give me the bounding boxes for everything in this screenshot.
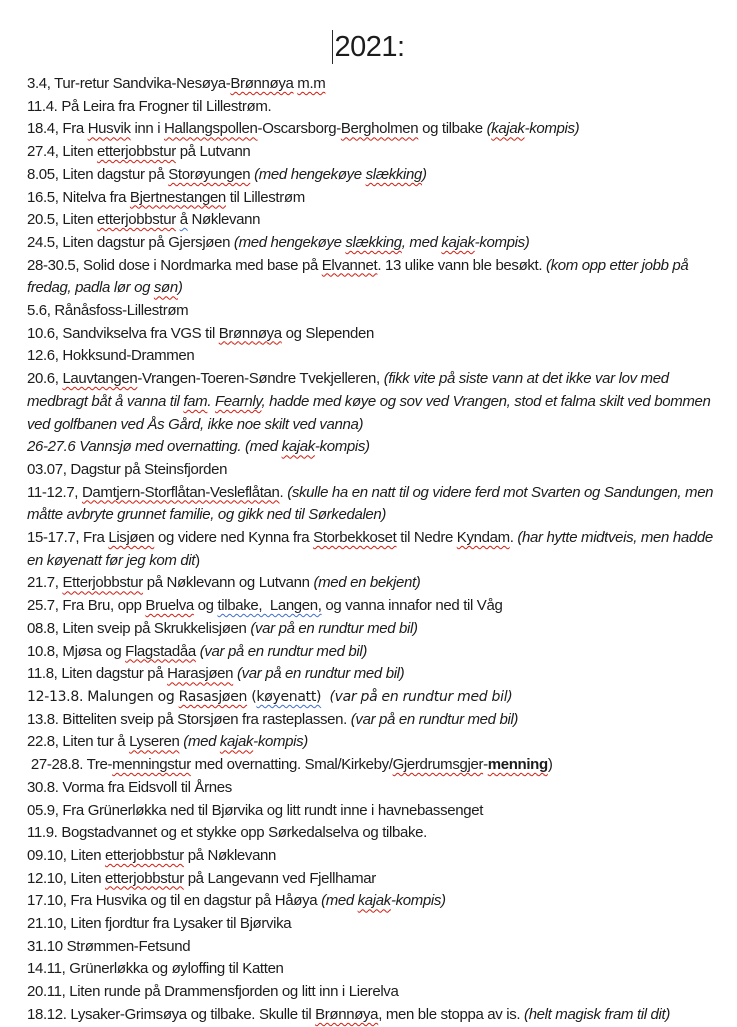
text-run: 12-13.8. Malungen og <box>27 688 179 705</box>
text-run: 09.10, Liten <box>27 846 106 864</box>
text-run: Lauvtangen <box>62 370 138 388</box>
text-run: Nøklevann <box>187 211 261 229</box>
text-run: Brønnøya <box>230 75 294 92</box>
trip-line <box>27 482 722 527</box>
text-run: på Langevann ved Fjellhamar <box>183 869 376 887</box>
trip-line <box>27 958 722 981</box>
trip-line <box>27 822 722 845</box>
text-run: etterjobbstur <box>105 869 184 887</box>
text-run: Hallangspollen <box>164 120 258 138</box>
text-run: (har hytte midtveis, men hadde en køyenatt før jeg kom dit <box>27 529 717 569</box>
text-run: m.m <box>297 75 326 92</box>
text-run: Brønnøya <box>218 324 282 342</box>
text-run: ( <box>486 120 492 138</box>
trip-line <box>27 663 722 686</box>
trip-line <box>27 913 722 936</box>
text-run: kajak <box>491 120 525 138</box>
text-run: kajak <box>219 733 254 751</box>
text-run: (skulle ha en natt til og videre ferd mot Svarten og Sandungen, men måtte avbryte grunnet familie, og gikk ned til Sørkedalen) <box>27 483 718 524</box>
text-run: 27-28.8. Tre- <box>27 756 113 774</box>
text-cursor <box>332 30 333 64</box>
text-run: 21.7, <box>27 574 63 592</box>
text-run: 14.11, Grünerløkka og øyloffing til Katten <box>27 960 284 978</box>
text-run: 03.07, Dagstur på Steinsfjorden <box>27 460 228 478</box>
text-run: å <box>179 211 188 229</box>
text-run: Bruelva <box>145 597 194 615</box>
text-run: Rasasjøen <box>178 688 248 705</box>
text-run: -Oscarsborg- <box>257 120 341 138</box>
trip-line <box>27 164 722 187</box>
text-run: . <box>279 483 288 501</box>
text-run: (med en bekjent) <box>313 574 421 592</box>
trip-line <box>27 323 722 346</box>
text-run: på Nøklevann <box>183 846 277 864</box>
text-run: kajak <box>281 438 315 456</box>
text-run: . 13 ulike vann ble besøkt. <box>377 256 546 274</box>
text-run: 3.4, Tur-retur Sandvika-Nesøya- <box>27 75 231 92</box>
text-run: (med <box>321 892 358 910</box>
text-run: (med <box>183 733 220 751</box>
text-run: og videre ned Kynna fra <box>154 529 314 547</box>
text-run: slækking <box>365 165 422 183</box>
text-run: køyenatt) <box>256 688 322 705</box>
text-run: 28-30.5, Solid dose i Nordmarka med base på <box>27 256 322 274</box>
text-run: 10.6, Sandvikselva fra VGS til <box>27 324 219 342</box>
trip-line <box>27 187 722 210</box>
text-run: ) <box>195 551 200 569</box>
text-run: og Slependen <box>281 324 375 342</box>
text-run: søn <box>153 279 178 297</box>
text-run: 20.11, Liten runde på Drammensfjorden og litt inn i Lierelva <box>27 983 399 1001</box>
text-run: 27.4, Liten <box>27 143 98 161</box>
text-run: -kompis) <box>390 892 446 910</box>
trip-list[interactable] <box>27 73 722 1027</box>
text-run: ) <box>547 756 553 774</box>
text-run: 30.8. Vorma fra Eidsvoll til Årnes <box>27 778 232 796</box>
text-run: 15-17.7, Fra <box>27 529 109 547</box>
text-run: og tilbake <box>418 120 487 138</box>
text-run: Storbekkoset <box>313 529 397 547</box>
text-run: 11-12.7, <box>27 483 82 501</box>
text-run: 16.5, Nitelva fra <box>27 188 130 206</box>
text-run: 17.10, Fra Husvika og til en dagstur på Håøya <box>27 892 322 910</box>
text-run: ) <box>421 165 427 183</box>
text-run: menning <box>487 756 548 774</box>
title-row <box>27 30 710 64</box>
text-run: -kompis) <box>524 120 580 138</box>
trip-line <box>27 73 722 96</box>
trip-line <box>27 981 722 1004</box>
trip-line <box>27 618 722 641</box>
trip-line <box>27 595 722 618</box>
text-run: (var på en rundtur med bil) <box>350 710 519 728</box>
trip-line <box>27 232 722 255</box>
text-run: til Nedre <box>396 529 457 547</box>
trip-line <box>27 777 722 800</box>
trip-line <box>27 686 722 709</box>
text-run: . <box>509 529 518 547</box>
text-run: 08.8, Liten sveip på Skrukkelisjøen <box>27 619 251 637</box>
trip-line <box>27 96 722 119</box>
text-run: og vanna innafor ned til Våg <box>321 597 503 615</box>
trip-line <box>27 572 722 595</box>
trip-line <box>27 345 722 368</box>
trip-line <box>27 1004 722 1027</box>
text-run: på Nøklevann og Lutvann <box>142 574 314 592</box>
text-run: 8.05, Liten dagstur på <box>27 165 169 183</box>
text-run: på Lutvann <box>175 143 251 161</box>
text-run: 31.10 Strømmen-Fetsund <box>27 937 191 955</box>
text-run: kajak <box>357 892 391 910</box>
trip-line <box>27 118 722 141</box>
text-run: Husvik <box>87 120 131 138</box>
text-run: . <box>207 392 215 410</box>
text-run: (var på en rundtur med bil) <box>237 665 405 683</box>
text-run: og <box>193 597 218 615</box>
text-run: 18.12. Lysaker-Grimsøya og tilbake. Skulle til <box>27 1005 316 1023</box>
text-run: Brønnøya <box>315 1005 379 1023</box>
text-run: Bergholmen <box>340 120 419 138</box>
text-run: Gjerdrumsgjer <box>392 756 484 774</box>
text-run: 11.9. Bogstadvannet og et stykke opp Sørkedalselva og tilbake. <box>27 824 427 842</box>
trip-line <box>27 868 722 891</box>
text-run: -kompis) <box>474 233 530 251</box>
text-run: Lisjøen <box>108 529 155 547</box>
text-run: 21.10, Liten fjordtur fra Lysaker til Bjørvika <box>27 915 292 933</box>
text-run: , men ble stoppa av is. <box>378 1005 525 1023</box>
text-run: , med <box>401 233 442 251</box>
text-run: (med hengekøye <box>233 233 346 251</box>
text-run: med overnatting. Smal/Kirkeby/ <box>190 756 393 774</box>
text-run: , hadde med køye og sov ved Vrangen, stod et falma skilt ved bommen ved golfbanen ved Ås Gård, ikke noe skilt ved vanna) <box>27 392 715 433</box>
text-run: Damtjern-Storflåtan-Vesleflåtan <box>81 483 280 501</box>
text-run: (helt magisk fram til dit) <box>524 1005 670 1023</box>
text-run: slækking <box>345 233 402 251</box>
trip-line <box>27 800 722 823</box>
trip-line <box>27 368 722 436</box>
text-run: fam <box>183 392 208 410</box>
text-run: 24.5, Liten dagstur på Gjersjøen <box>27 233 234 251</box>
trip-line <box>27 300 722 323</box>
text-run: (med hengekøye <box>254 165 366 183</box>
text-run: Fearnly <box>214 392 262 410</box>
text-run: (var på en rundtur med bil) <box>199 642 367 660</box>
text-run: 20.5, Liten <box>27 211 98 229</box>
text-run: 05.9, Fra Grünerløkka ned til Bjørvika og litt rundt inne i havnebassenget <box>27 801 484 819</box>
text-run: etterjobbstur <box>97 211 176 229</box>
text-run: 12.10, Liten <box>27 869 106 887</box>
trip-line <box>27 731 722 754</box>
text-run: 22.8, Liten tur å <box>27 733 130 751</box>
text-run: - <box>483 756 488 774</box>
text-run: Lyseren <box>129 733 180 751</box>
trip-line <box>27 527 722 572</box>
text-run: -kompis) <box>314 438 370 456</box>
trip-line <box>27 709 722 732</box>
text-run: ( <box>247 688 257 705</box>
trip-line <box>27 890 722 913</box>
trip-line <box>27 641 722 664</box>
text-run: (var på en rundtur med bil) <box>250 619 418 637</box>
trip-line <box>27 936 722 959</box>
text-run: til Lillestrøm <box>225 188 305 206</box>
trip-line <box>27 141 722 164</box>
text-run: Bjertnestangen <box>129 188 226 206</box>
text-run: etterjobbstur <box>105 846 184 864</box>
text-run: (var på en rundtur med bil) <box>329 688 513 705</box>
text-run: -Vrangen-Toeren-Søndre Tvekjelleren, <box>137 370 384 388</box>
text-run: 18.4, Fra <box>27 120 88 138</box>
page-title: 2021: <box>334 31 405 63</box>
text-run: (kom opp etter jobb på fredag, padla lør og <box>27 256 693 297</box>
text-run: 25.7, Fra Bru, opp <box>27 597 146 615</box>
text-run: Flagstadåa <box>125 642 196 660</box>
text-run: 11.4. På Leira fra Frogner til Lillestrøm. <box>27 97 272 115</box>
text-run: inn i <box>130 120 165 138</box>
trip-line <box>27 754 722 777</box>
text-run: 26-27.6 Vannsjø med overnatting. (med <box>27 438 282 456</box>
trip-line <box>27 255 722 300</box>
trip-line <box>27 209 722 232</box>
text-run: tilbake, Langen, <box>217 597 322 615</box>
text-run: (fikk vite på siste vann at det ikke var lov med medbragt båt å vanna til <box>27 370 673 410</box>
text-run: Kyndam <box>456 529 510 547</box>
text-run: Storøyungen <box>168 165 251 183</box>
text-run: Harasjøen <box>167 665 234 683</box>
text-run: 12.6, Hokksund-Drammen <box>27 347 195 365</box>
text-run: 5.6, Rånåsfoss-Lillestrøm <box>27 302 189 320</box>
text-run: -kompis) <box>253 733 308 751</box>
text-run: Elvannet <box>321 256 378 274</box>
text-run: 13.8. Bitteliten sveip på Storsjøen fra rasteplassen. <box>27 710 351 728</box>
text-run: 10.8, Mjøsa og <box>27 642 126 660</box>
text-run: kajak <box>441 233 475 251</box>
trip-line <box>27 845 722 868</box>
text-run: etterjobbstur <box>97 143 176 161</box>
trip-line <box>27 459 722 482</box>
text-run: 20.6, <box>27 370 63 388</box>
text-run: ) <box>177 279 183 297</box>
text-run: Etterjobbstur <box>62 574 143 592</box>
text-run: menningstur <box>112 756 191 774</box>
text-run: 11.8, Liten dagstur på <box>27 665 168 683</box>
trip-line <box>27 436 722 459</box>
